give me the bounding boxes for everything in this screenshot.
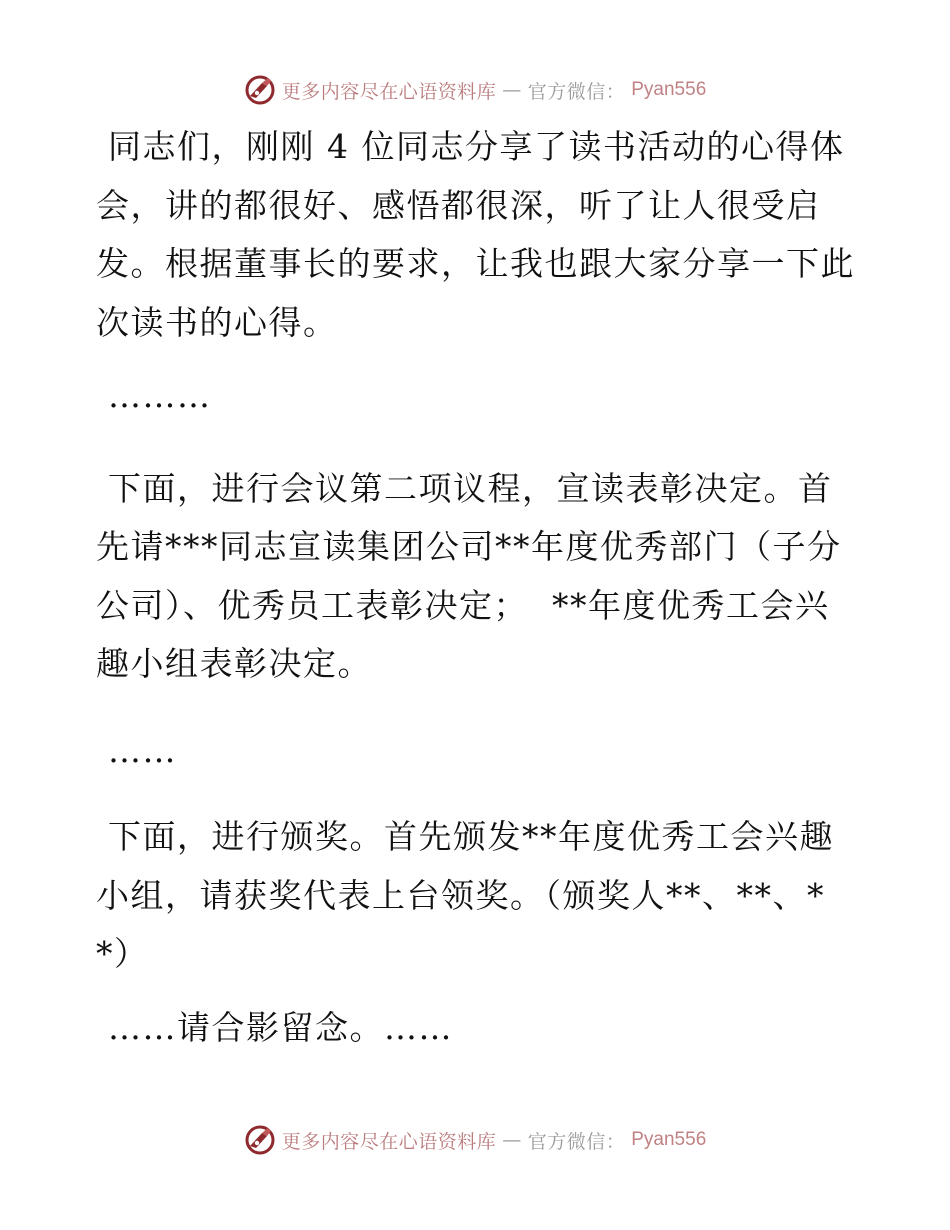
paragraph-intro: 同志们，刚刚 4 位同志分享了读书活动的心得体会，讲的都很好、感悟都很深，听了让人很受启发。根据董事长的要求，让我也跟大家分享一下此次读书的心得。 xyxy=(96,127,855,342)
paragraph-gap xyxy=(96,780,856,808)
document-body xyxy=(96,118,856,1057)
paragraph-photo: ……请合影留念。…… xyxy=(96,1007,453,1047)
wechat-label: 官方微信： xyxy=(527,1130,626,1153)
paragraph-gap xyxy=(96,426,856,460)
footer-banner-inner xyxy=(244,1124,707,1156)
wechat-id: Pyan556 xyxy=(631,1129,707,1150)
wechat-id: Pyan556 xyxy=(631,79,707,100)
brand-logo-icon xyxy=(244,1124,276,1156)
footer-banner xyxy=(0,1120,950,1160)
wechat-label: 官方微信： xyxy=(527,80,626,103)
site-name-text: 更多内容尽在心语资料库 xyxy=(281,80,497,103)
brand-logo-icon xyxy=(244,74,276,106)
paragraph-gap xyxy=(96,984,856,999)
paragraph-ellipsis-1: ……… xyxy=(96,376,212,415)
paragraph-gap xyxy=(96,352,856,367)
banner-separator: — xyxy=(502,1129,522,1151)
header-banner xyxy=(0,70,950,110)
paragraph-award: 下面，进行颁奖。首先颁发**年度优秀工会兴趣小组，请获奖代表上台领奖。（颁奖人**、**、**） xyxy=(96,817,834,973)
header-banner-inner xyxy=(244,74,707,106)
paragraph-agenda: 下面，进行会议第二项议程，宣读表彰决定。首先请***同志宣读集团公司**年度优秀部门（子分公司）、优秀员工表彰决定； **年度优秀工会兴趣小组表彰决定。 xyxy=(96,468,842,683)
paragraph-gap xyxy=(96,694,856,722)
paragraph-ellipsis-2: …… xyxy=(96,730,177,770)
banner-separator: — xyxy=(502,79,522,101)
site-name-text: 更多内容尽在心语资料库 xyxy=(281,1130,497,1153)
